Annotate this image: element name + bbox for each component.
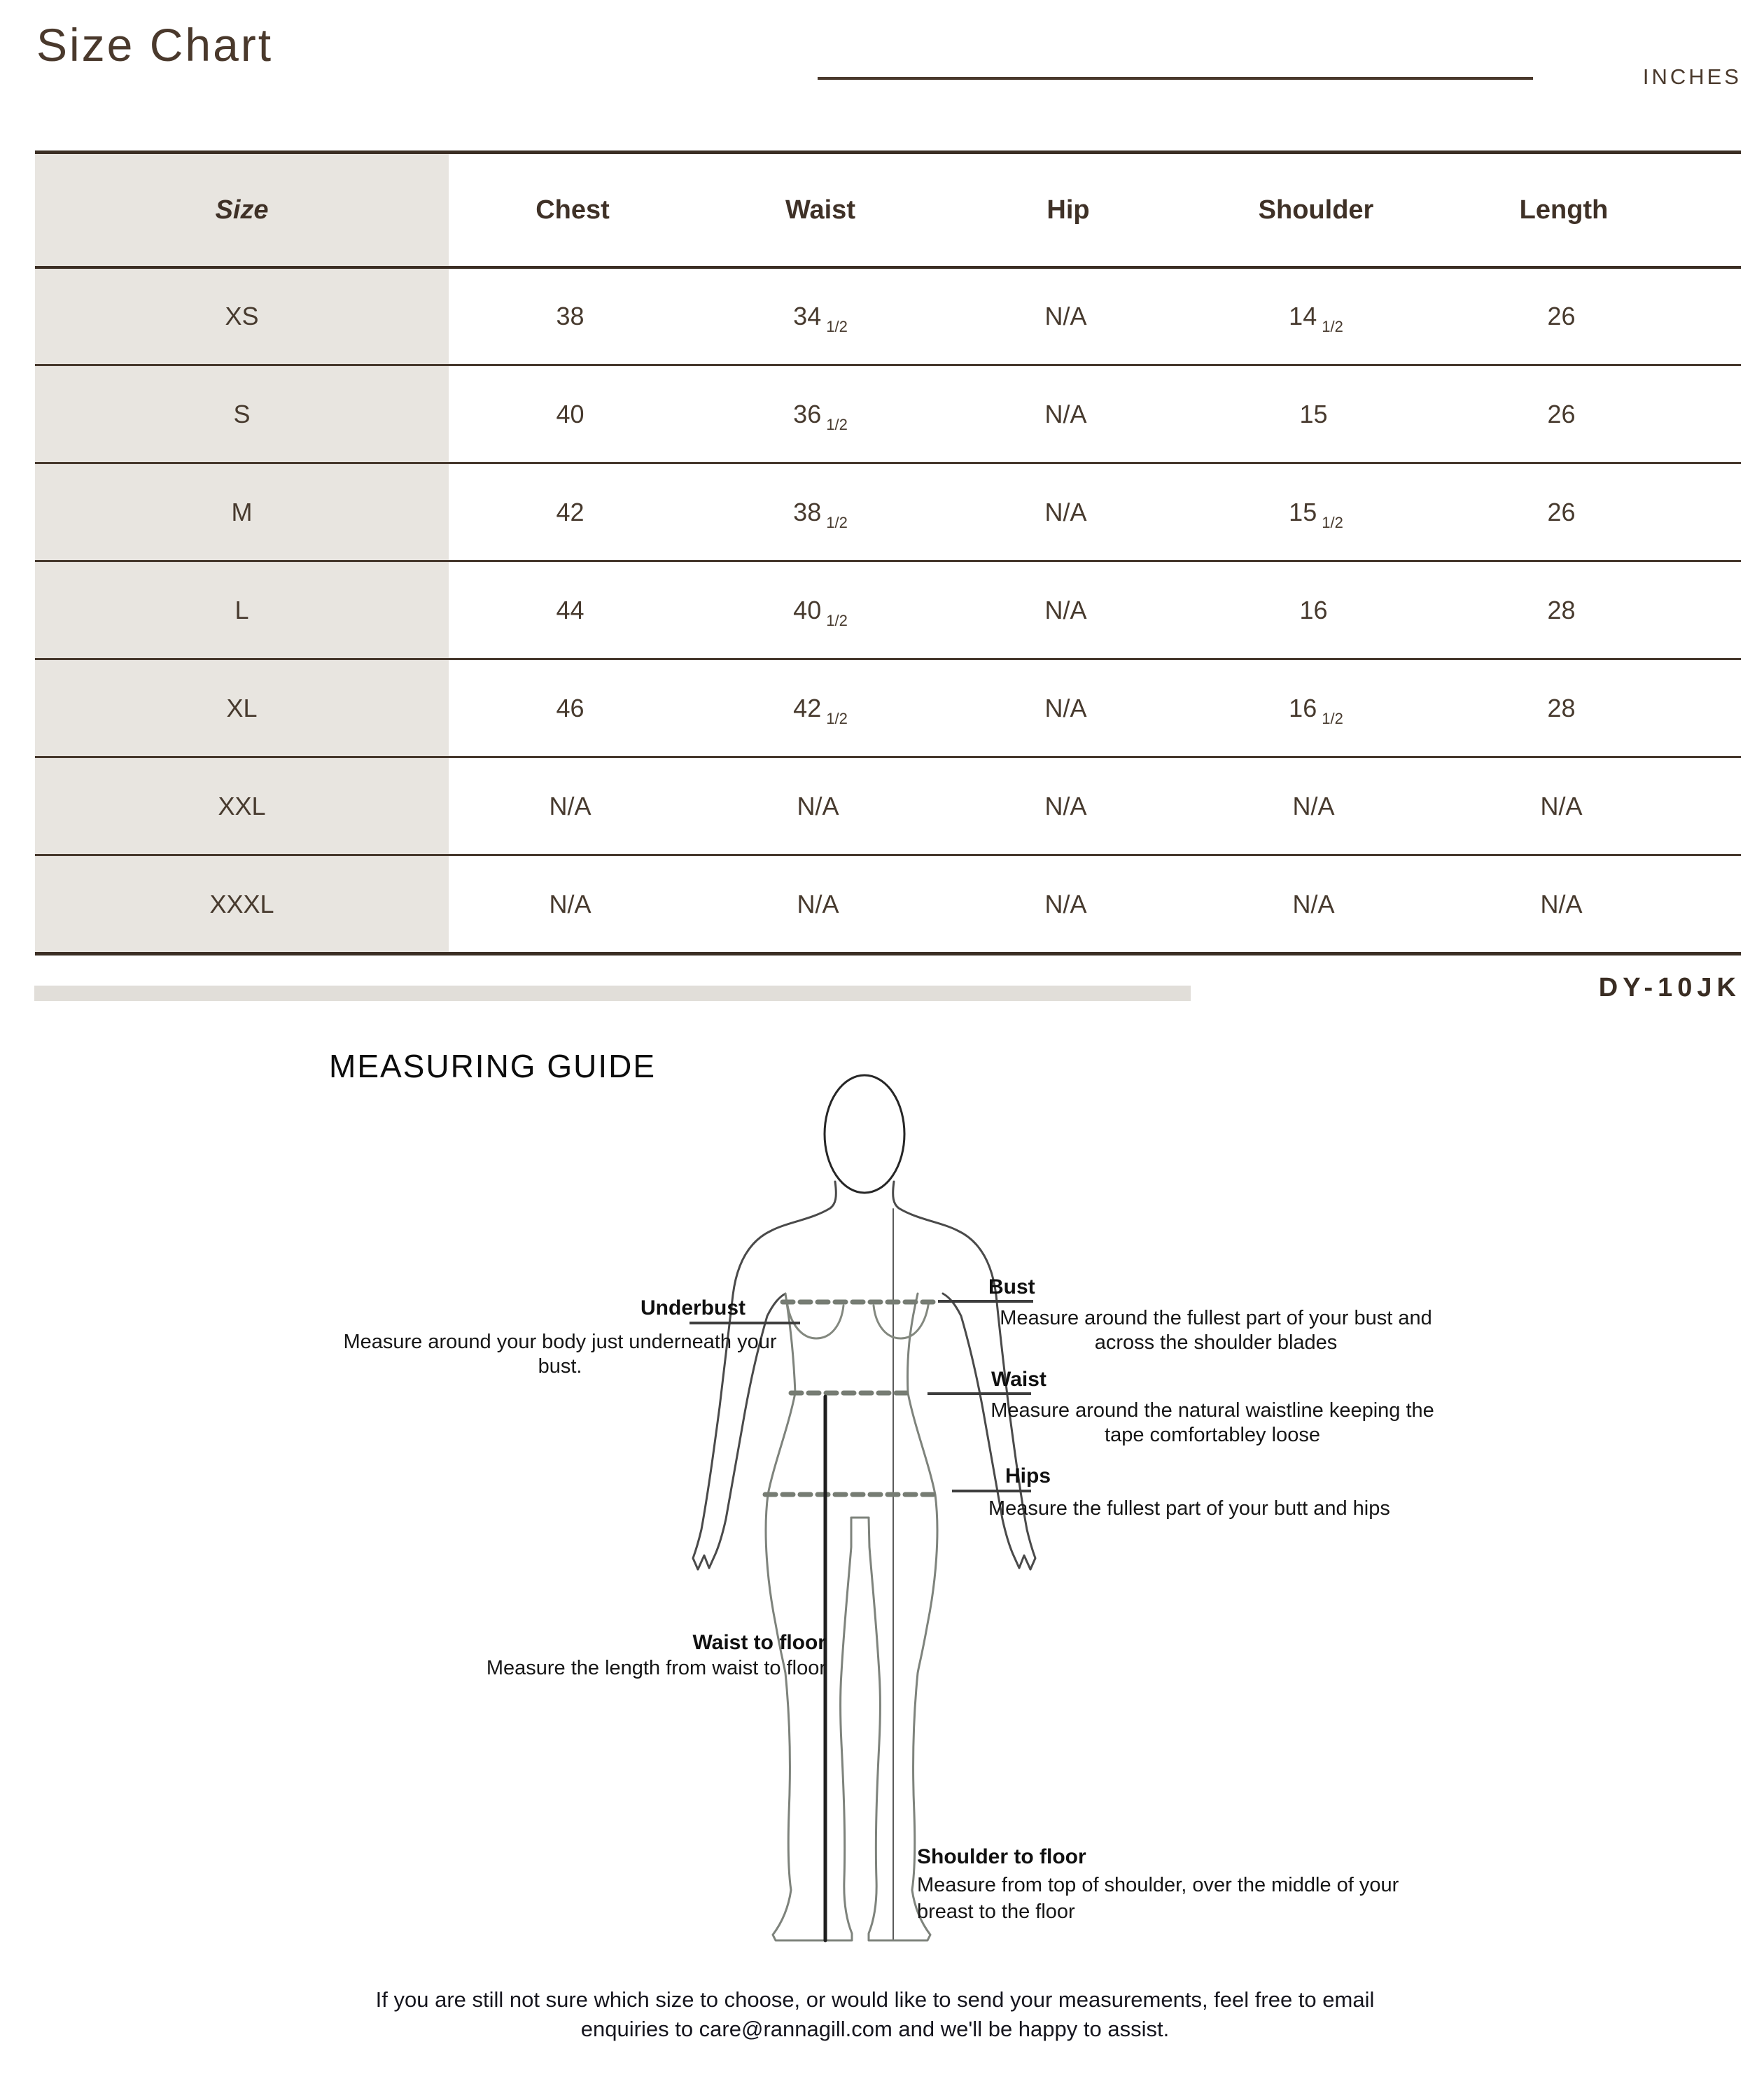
chest-cell: 44 xyxy=(556,595,584,624)
chest-cell: 46 xyxy=(556,693,584,722)
shoulder-cell: 16 xyxy=(1299,595,1328,624)
hip-cell: N/A xyxy=(1044,399,1087,428)
size-table xyxy=(35,150,1741,955)
waist-cell: N/A xyxy=(797,889,839,918)
chest-cell: 40 xyxy=(556,399,584,428)
column-header-chest: Chest xyxy=(536,195,610,225)
chest-cell: 38 xyxy=(556,302,584,330)
length-cell: 26 xyxy=(1547,399,1576,428)
waist-cell: N/A xyxy=(797,791,839,820)
length-cell: 28 xyxy=(1547,595,1576,624)
table-row-xs xyxy=(35,266,1741,364)
column-header-length: Length xyxy=(1519,195,1609,225)
column-header-size: Size xyxy=(35,154,449,266)
table-row-l xyxy=(35,560,1741,658)
table-row-xxxl xyxy=(35,854,1741,952)
shoulder-cell: N/A xyxy=(1292,791,1335,820)
footer-line-1: If you are still not sure which size to choose, or would like to send your measurements, feel free to email xyxy=(375,1987,1375,2012)
figure-right-breast-arc xyxy=(874,1301,929,1338)
shoulder-cell: N/A xyxy=(1292,889,1335,918)
hip-cell: N/A xyxy=(1044,595,1087,624)
waist-cell: 40 $_{1/2}$ xyxy=(793,595,848,629)
length-cell: 28 xyxy=(1547,693,1576,722)
waist-pointer-line xyxy=(927,1392,1031,1395)
underbust-pointer-line xyxy=(690,1322,800,1324)
hip-cell: N/A xyxy=(1044,497,1087,526)
table-row-xxl xyxy=(35,756,1741,854)
figure-head xyxy=(825,1075,904,1193)
table-row-m xyxy=(35,462,1741,560)
column-header-shoulder: Shoulder xyxy=(1258,195,1374,225)
waist-to-floor-label: Waist to floor xyxy=(692,1631,826,1654)
size-cell: S xyxy=(35,366,449,462)
bust-label: Bust xyxy=(988,1275,1035,1298)
hips-label: Hips xyxy=(1005,1464,1051,1488)
bust-description: Measure around the fullest part of your bust and across the shoulder blades xyxy=(1000,1307,1432,1354)
size-cell: XS xyxy=(35,269,449,364)
decorative-gray-bar xyxy=(34,986,1191,1001)
table-header-row xyxy=(35,154,1741,266)
size-cell: XL xyxy=(35,660,449,756)
figure-left-breast-arc xyxy=(787,1301,844,1338)
hip-cell: N/A xyxy=(1044,302,1087,330)
length-cell: N/A xyxy=(1540,889,1583,918)
size-cell: XXL xyxy=(35,758,449,854)
product-code: DY-10JK xyxy=(1598,973,1741,1002)
shoulder-cell: 15 $_{1/2}$ xyxy=(1289,497,1343,531)
waist-description: Measure around the natural waistline keeping the tape comfortabley loose xyxy=(990,1399,1434,1446)
column-header-hip: Hip xyxy=(1046,195,1090,225)
underbust-description: Measure around your body just underneath your bust. xyxy=(343,1331,777,1378)
hip-cell: N/A xyxy=(1044,791,1087,820)
measuring-guide-title: MEASURING GUIDE xyxy=(329,1048,657,1084)
hips-description: Measure the fullest part of your butt and hips xyxy=(988,1497,1390,1520)
bust-pointer-line xyxy=(938,1300,1033,1303)
length-cell: 26 xyxy=(1547,302,1576,330)
page-title: Size Chart xyxy=(36,19,274,71)
size-cell: M xyxy=(35,464,449,560)
footer-help-text xyxy=(0,1985,1750,2044)
footer-line-2: enquiries to care@rannagill.com and we'll be happy to assist. xyxy=(580,2017,1170,2041)
waist-label: Waist xyxy=(991,1368,1046,1391)
size-cell: L xyxy=(35,562,449,658)
underbust-label: Underbust xyxy=(640,1296,746,1320)
header-divider-line xyxy=(818,77,1533,80)
hips-pointer-line xyxy=(952,1490,1031,1492)
column-header-waist: Waist xyxy=(785,195,855,225)
table-row-xl xyxy=(35,658,1741,756)
waist-to-floor-description: Measure the length from waist to floor xyxy=(486,1657,826,1679)
units-label: INCHES xyxy=(1642,64,1742,89)
hip-cell: N/A xyxy=(1044,693,1087,722)
chest-cell: N/A xyxy=(549,791,592,820)
size-cell: XXXL xyxy=(35,856,449,952)
hip-cell: N/A xyxy=(1044,889,1087,918)
shoulder-cell: 14 $_{1/2}$ xyxy=(1289,302,1343,335)
table-row-s xyxy=(35,364,1741,462)
length-cell: 26 xyxy=(1547,497,1576,526)
shoulder-to-floor-label: Shoulder to floor xyxy=(917,1845,1086,1868)
chest-cell: N/A xyxy=(549,889,592,918)
chest-cell: 42 xyxy=(556,497,584,526)
shoulder-to-floor-description: Measure from top of shoulder, over the middle of your breast to the floor xyxy=(917,1874,1399,1923)
length-cell: N/A xyxy=(1540,791,1583,820)
waist-cell: 34 $_{1/2}$ xyxy=(793,302,848,335)
waist-cell: 42 $_{1/2}$ xyxy=(793,693,848,727)
shoulder-cell: 16 $_{1/2}$ xyxy=(1289,693,1343,727)
waist-cell: 36 $_{1/2}$ xyxy=(793,399,848,433)
waist-cell: 38 $_{1/2}$ xyxy=(793,497,848,531)
shoulder-cell: 15 xyxy=(1299,399,1328,428)
